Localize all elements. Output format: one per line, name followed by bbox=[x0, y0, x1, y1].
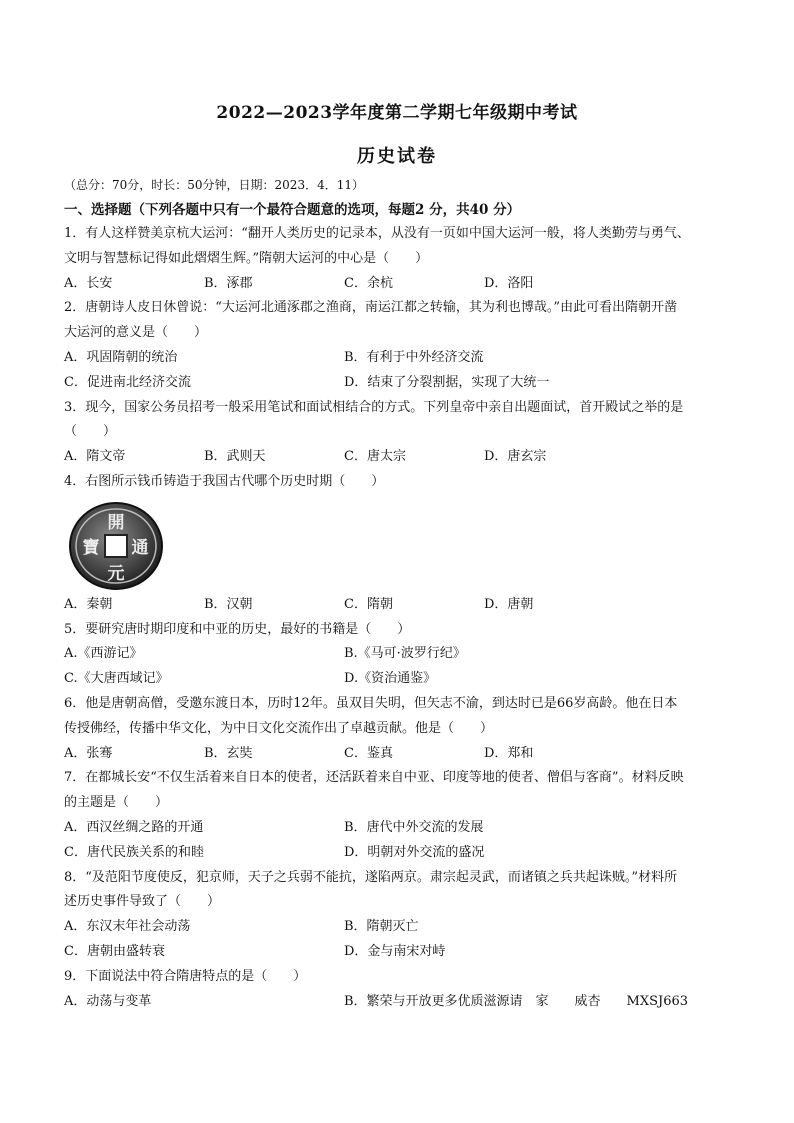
coin-figure bbox=[64, 495, 732, 593]
question-8 bbox=[64, 866, 732, 965]
question-4 bbox=[64, 470, 732, 618]
option-a[interactable]: A．隋文帝 bbox=[64, 449, 126, 465]
option-b[interactable]: B．武则天 bbox=[204, 449, 266, 465]
option-c[interactable]: C．鉴真 bbox=[344, 745, 393, 761]
option-a[interactable]: A．长安 bbox=[64, 275, 113, 291]
exam-subtitle: 历史试卷 bbox=[357, 146, 437, 167]
question-6 bbox=[64, 692, 732, 766]
question-text: 8．“及范阳节度使反，犯京师，天子之兵弱不能抗，遂陷两京。肃宗起灵武，而诸镇之兵共起诛贼。”材料所 bbox=[64, 869, 678, 885]
option-c[interactable]: C．唐代民族关系的和睦 bbox=[64, 844, 204, 860]
question-2 bbox=[64, 296, 732, 395]
option-c[interactable]: C．余杭 bbox=[344, 275, 393, 291]
question-text: 3．现今，国家公务员招考一般采用笔试和面试相结合的方式。下列皇帝中亲自出题面试，首开殿试之举的是 bbox=[64, 399, 684, 415]
option-b[interactable]: B．玄奘 bbox=[204, 745, 253, 761]
option-d[interactable]: D．郑和 bbox=[484, 745, 534, 761]
question-5 bbox=[64, 618, 732, 692]
option-b[interactable]: B．唐代中外交流的发展 bbox=[344, 819, 484, 835]
option-d[interactable]: D．洛阳 bbox=[484, 275, 534, 291]
option-d[interactable]: D.《资治通鉴》 bbox=[344, 671, 437, 687]
option-d[interactable]: D．唐朝 bbox=[484, 596, 534, 612]
question-text: （ ） bbox=[64, 424, 117, 440]
option-d[interactable]: D．唐玄宗 bbox=[484, 449, 547, 465]
question-7 bbox=[64, 766, 732, 865]
option-a[interactable]: A．动荡与变革 bbox=[64, 993, 152, 1009]
option-b[interactable]: B．有利于中外经济交流 bbox=[344, 349, 484, 365]
exam-title: 2022—2023学年度第二学期七年级期中考试 bbox=[216, 103, 578, 123]
option-b[interactable]: B．涿郡 bbox=[204, 275, 253, 291]
option-c[interactable]: C．促进南北经济交流 bbox=[64, 374, 191, 390]
option-b[interactable]: B．汉朝 bbox=[204, 596, 253, 612]
option-a[interactable]: A．西汉丝绸之路的开通 bbox=[64, 819, 204, 835]
question-text: 5．要研究唐时期印度和中亚的历史，最好的书籍是（ ） bbox=[64, 621, 411, 637]
question-9 bbox=[64, 965, 732, 1015]
question-text: 文明与智慧标记得如此熠熠生辉。”隋朝大运河的中心是（ ） bbox=[64, 250, 429, 266]
question-text: 2．唐朝诗人皮日休曾说：“大运河北通涿郡之渔商，南运江都之转输，其为利也博哉。”由此可看出隋朝开凿 bbox=[64, 300, 678, 316]
option-a[interactable]: A．东汉末年社会动荡 bbox=[64, 919, 191, 935]
kaiyuan-coin-image bbox=[68, 501, 164, 591]
option-c[interactable]: C．唐朝由盛转衰 bbox=[64, 943, 165, 959]
option-d[interactable]: D．结束了分裂割据，实现了大统一 bbox=[344, 374, 550, 390]
option-d[interactable]: D．明朝对外交流的盛况 bbox=[344, 844, 485, 860]
coin-char-right: 通 bbox=[131, 537, 149, 558]
exam-info: （总分：70分，时长：50分钟，日期：2023．4．11） bbox=[64, 178, 364, 192]
option-a[interactable]: A．秦朝 bbox=[64, 596, 113, 612]
option-a[interactable]: A.《西游记》 bbox=[64, 646, 143, 662]
option-c[interactable]: C．隋朝 bbox=[344, 596, 393, 612]
question-text: 大运河的意义是（ ） bbox=[64, 325, 208, 341]
question-text: 4．右图所示钱币铸造于我国古代哪个历史时期（ ） bbox=[64, 473, 385, 489]
question-text: 的主题是（ ） bbox=[64, 795, 169, 811]
question-text: 7．在都城长安“不仅生活着来自日本的使者，还活跃着来自中亚、印度等地的使者、僧侣与客商”。材料反映 bbox=[64, 770, 684, 786]
section-heading: 一、选择题（下列各题中只有一个最符合题意的选项，每题2 分，共40 分） bbox=[64, 202, 521, 218]
question-text: 6．他是唐朝高僧，受邀东渡日本，历时12年。虽双目失明，但矢志不渝，到达时已是66岁高龄。他在日本 bbox=[64, 695, 678, 711]
coin-char-bottom: 元 bbox=[107, 563, 125, 584]
option-a[interactable]: A．张骞 bbox=[64, 745, 113, 761]
question-text: 9．下面说法中符合隋唐特点的是（ ） bbox=[64, 968, 307, 984]
question-text: 述历史事件导致了（ ） bbox=[64, 894, 221, 910]
coin-char-top: 開 bbox=[107, 512, 125, 533]
option-c[interactable]: C．唐太宗 bbox=[344, 449, 406, 465]
option-a[interactable]: A．巩固隋朝的统治 bbox=[64, 349, 178, 365]
question-list bbox=[64, 222, 732, 1014]
option-c[interactable]: C.《大唐西域记》 bbox=[64, 671, 169, 687]
question-1 bbox=[64, 222, 732, 296]
question-text: 1．有人这样赞美京杭大运河：“翻开人类历史的记录本，从没有一页如中国大运河一般，将人类勤劳与勇气、 bbox=[64, 226, 690, 241]
option-b[interactable]: B．繁荣与开放更多优质滋源请 家 威杏 MXSJ663 bbox=[344, 993, 689, 1009]
option-b[interactable]: B．隋朝灭亡 bbox=[344, 919, 419, 935]
coin-char-left: 寶 bbox=[82, 537, 100, 558]
question-text: 传授佛经，传播中华文化，为中日文化交流作出了卓越贡献。他是（ ） bbox=[64, 720, 494, 736]
question-3 bbox=[64, 396, 732, 470]
option-b[interactable]: B.《马可·波罗行纪》 bbox=[344, 646, 466, 662]
option-d[interactable]: D．金与南宋对峙 bbox=[344, 943, 446, 959]
